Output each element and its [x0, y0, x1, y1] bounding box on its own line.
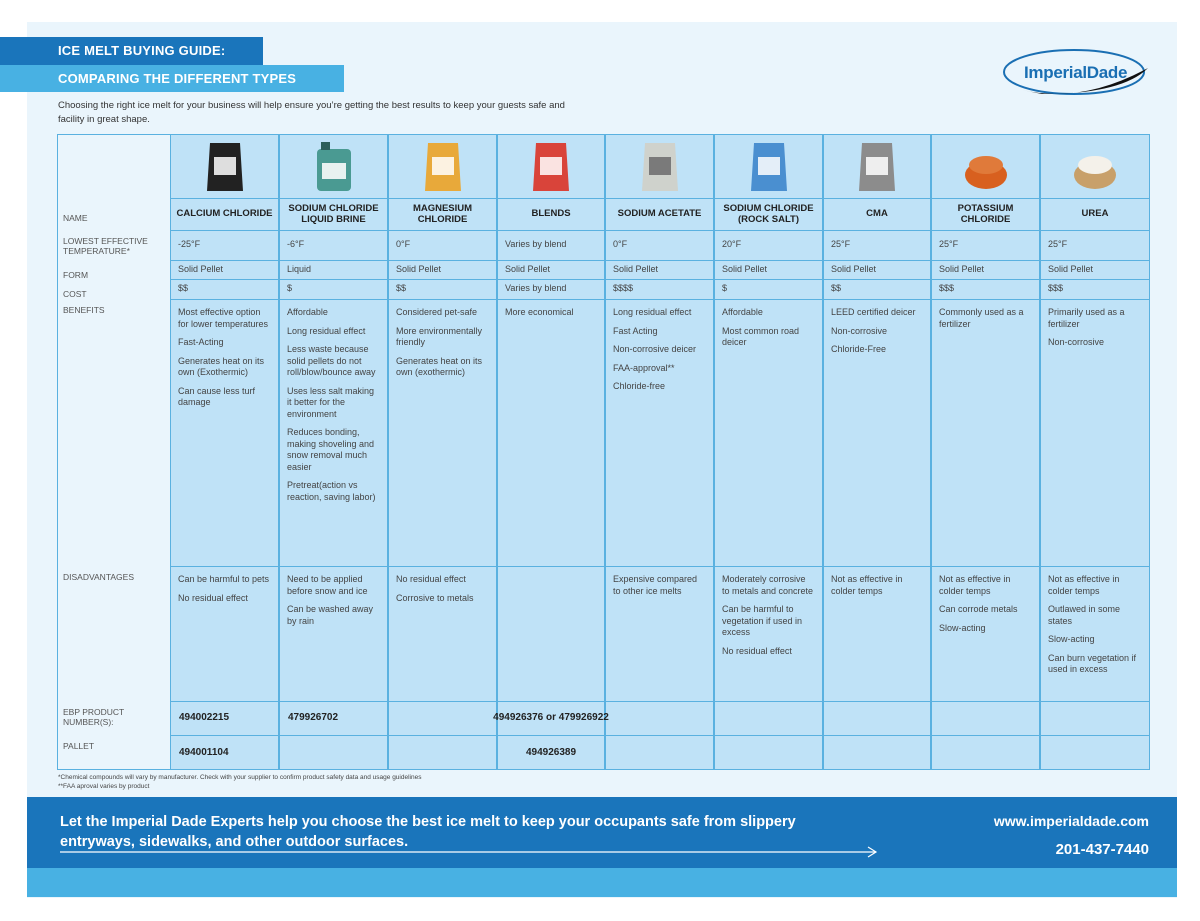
- bottom-stripe: [27, 868, 1177, 897]
- form-value: Solid Pellet: [505, 263, 551, 274]
- temperature-value: 0°F: [613, 239, 628, 250]
- product-package-icon: [311, 139, 357, 193]
- column-divider: [714, 134, 715, 701]
- product-image: [279, 134, 388, 198]
- cost-value: $$$: [939, 283, 955, 294]
- disadvantage-item: Slow-acting: [1048, 634, 1095, 644]
- product-name: UREA: [1081, 208, 1109, 220]
- product-name: CALCIUM CHLORIDE: [176, 208, 273, 220]
- form-value: Solid Pellet: [831, 263, 877, 274]
- disadvantage-item: Not as effective in colder temps: [831, 574, 903, 596]
- benefit-item: Considered pet-safe: [396, 307, 478, 317]
- row-label-cost: COST: [63, 289, 87, 299]
- footnote-2: **FAA aproval varies by product: [58, 783, 150, 790]
- ebp-number-brine: 479926702: [288, 712, 339, 724]
- disadvantages-list: [1040, 566, 1150, 691]
- form-value: Solid Pellet: [613, 263, 659, 274]
- disadvantage-item: Not as effective in colder temps: [1048, 574, 1120, 596]
- column-divider: [279, 134, 280, 701]
- row-label-benefits: BENEFITS: [63, 305, 105, 315]
- benefit-item: FAA-approval**: [613, 362, 675, 373]
- column-divider: [1040, 701, 1041, 735]
- benefit-item: Fast-Acting: [178, 337, 224, 347]
- benefits-list: [388, 299, 497, 394]
- product-image: [388, 134, 497, 198]
- product-name: CMA: [866, 208, 888, 220]
- product-image: [170, 134, 279, 198]
- temperature-value: 0°F: [396, 239, 411, 250]
- column-divider: [823, 735, 824, 770]
- benefit-item: Chloride-Free: [831, 344, 887, 354]
- disadvantage-item: Not as effective in colder temps: [939, 574, 1011, 596]
- benefit-item: Affordable: [287, 307, 328, 317]
- website-link[interactable]: www.imperialdade.com: [993, 813, 1149, 829]
- benefit-item: Uses less salt making it better for the environment: [287, 385, 375, 419]
- row-label-name: NAME: [63, 213, 88, 223]
- benefits-list: [931, 299, 1040, 345]
- benefit-item: Most common road deicer: [722, 325, 800, 347]
- benefit-item: Non-corrosive: [831, 325, 888, 336]
- cost-value: $: [287, 283, 293, 294]
- cost-value: $$: [831, 283, 842, 294]
- temperature-value: 20°F: [722, 239, 742, 250]
- row-label-disadvantages: DISADVANTAGES: [63, 572, 135, 582]
- cost-value: Varies by blend: [505, 283, 567, 294]
- disadvantage-item: No residual effect: [722, 645, 792, 656]
- column-divider: [170, 134, 171, 701]
- column-divider: [497, 134, 498, 701]
- form-value: Solid Pellet: [178, 263, 224, 274]
- logo-text: ImperialDade: [1024, 63, 1128, 82]
- benefit-item: Less waste because solid pellets do not roll/blow/bounce away: [287, 344, 376, 377]
- column-divider: [1040, 134, 1041, 701]
- product-package-icon: [963, 139, 1009, 193]
- disadvantages-list: [279, 566, 388, 642]
- disadvantages-list: [931, 566, 1040, 649]
- row-label-ebp: EBP PRODUCT NUMBER(S):: [63, 707, 125, 727]
- product-package-icon: [854, 139, 900, 193]
- benefit-item: Primarily used as a fertilizer: [1048, 307, 1125, 329]
- disadvantage-item: Can burn vegetation if used in excess: [1048, 652, 1137, 674]
- disadvantage-item: Need to be applied before snow and ice: [287, 574, 368, 596]
- pallet-number-calcium: 494001104: [179, 746, 229, 758]
- cost-value: $: [722, 283, 728, 294]
- imperialdade-logo: [1002, 46, 1152, 98]
- banner-message: Let the Imperial Dade Experts help you choose the best ice melt to keep your occupants safe from slippery entryways, sidewalks, and other outdoor surfaces.: [60, 814, 796, 850]
- column-divider: [388, 134, 389, 701]
- benefits-list: [714, 299, 823, 364]
- footnote-1: *Chemical compounds will vary by manufacturer. Check with your supplier to confirm product safety data and usage guidelines: [58, 774, 422, 781]
- benefit-item: Long residual effect: [613, 307, 692, 317]
- product-name: SODIUM CHLORIDE (ROCK SALT): [723, 202, 814, 225]
- product-package-icon: [746, 139, 792, 193]
- disadvantage-item: Can corrode metals: [939, 604, 1018, 614]
- product-package-icon: [637, 139, 683, 193]
- benefits-list: [1040, 299, 1150, 364]
- disadvantage-item: Can be harmful to pets: [178, 574, 270, 584]
- benefit-item: Fast Acting: [613, 325, 658, 336]
- disadvantage-item: Corrosive to metals: [396, 592, 474, 603]
- disadvantage-item: Expensive compared to other ice melts: [613, 574, 698, 596]
- disadvantage-item: Slow-acting: [939, 622, 986, 633]
- row-label-form: FORM: [63, 270, 89, 280]
- cost-value: $$$$: [613, 283, 634, 294]
- form-value: Solid Pellet: [722, 263, 768, 274]
- column-divider: [931, 701, 932, 735]
- disadvantages-list: [388, 566, 497, 619]
- product-name: SODIUM CHLORIDE LIQUID BRINE: [288, 202, 379, 225]
- benefit-item: More economical: [505, 307, 574, 317]
- benefit-item: LEED certified deicer: [831, 307, 916, 317]
- product-name: POTASSIUM CHLORIDE: [957, 202, 1014, 225]
- column-divider: [714, 701, 715, 735]
- benefit-item: Commonly used as a fertilizer: [939, 307, 1024, 329]
- column-divider: [605, 134, 606, 701]
- disadvantages-list: [714, 566, 823, 672]
- column-divider: [279, 735, 280, 770]
- disadvantage-item: Can be washed away by rain: [287, 604, 374, 626]
- product-package-icon: [528, 139, 574, 193]
- comparison-table: [57, 134, 1150, 770]
- product-package-icon: [420, 139, 466, 193]
- benefit-item: Reduces bonding, making shoveling and snow removal much easier: [287, 427, 375, 472]
- benefits-list: [279, 299, 388, 518]
- product-image: [605, 134, 714, 198]
- disadvantages-list: [497, 566, 605, 582]
- column-divider: [714, 735, 715, 770]
- product-image: [1040, 134, 1150, 198]
- benefits-list: [497, 299, 605, 334]
- product-image: [497, 134, 605, 198]
- product-image: [823, 134, 931, 198]
- disadvantage-item: No residual effect: [178, 592, 248, 603]
- column-divider: [931, 735, 932, 770]
- arrow-right-icon: [60, 846, 880, 858]
- pallet-number-shared: 494926389: [525, 746, 577, 758]
- phone-number[interactable]: 201-437-7440: [1055, 841, 1149, 858]
- benefit-item: Generates heat on its own (Exothermic): [178, 355, 265, 377]
- disadvantage-item: Moderately corrosive to metals and concrete: [722, 574, 814, 596]
- form-value: Solid Pellet: [939, 263, 985, 274]
- ebp-number-shared: 494926376 or 479926922: [493, 712, 609, 724]
- temperature-value: -25°F: [178, 239, 201, 250]
- row-label-pallet: PALLET: [63, 741, 95, 751]
- form-value: Liquid: [287, 263, 312, 274]
- cost-value: $$: [396, 283, 407, 294]
- disadvantage-item: Can be harmful to vegetation if used in excess: [722, 604, 803, 637]
- contact-banner: [27, 797, 1177, 868]
- benefit-item: Most effective option for lower temperatures: [178, 307, 269, 329]
- benefit-item: Pretreat(action vs reaction, saving labor): [287, 480, 376, 502]
- temperature-value: Varies by blend: [505, 239, 567, 250]
- benefits-list: [170, 299, 279, 424]
- benefit-item: More environmentally friendly: [396, 325, 483, 347]
- intro-text: Choosing the right ice melt for your business will help ensure you’re getting the best results to keep your guests safe and facility in great shape.: [58, 100, 565, 125]
- title-line-2: COMPARING THE DIFFERENT TYPES: [0, 65, 344, 92]
- benefits-list: [605, 299, 714, 408]
- benefits-list: [823, 299, 931, 371]
- benefit-item: Long residual effect: [287, 325, 366, 336]
- row-label-lowest-temp: LOWEST EFFECTIVE TEMPERATURE*: [63, 236, 148, 256]
- product-image: [931, 134, 1040, 198]
- disadvantages-list: [605, 566, 714, 612]
- disadvantages-list: [170, 566, 279, 619]
- disadvantages-list: [823, 566, 931, 612]
- column-divider: [1040, 735, 1041, 770]
- column-divider: [823, 701, 824, 735]
- benefit-item: Generates heat on its own (exothermic): [396, 355, 483, 377]
- product-image: [714, 134, 823, 198]
- column-divider: [823, 134, 824, 701]
- temperature-value: -6°F: [287, 239, 305, 250]
- benefit-item: Can cause less turf damage: [178, 385, 256, 407]
- temperature-value: 25°F: [831, 239, 851, 250]
- product-package-icon: [202, 139, 248, 193]
- disadvantage-item: No residual effect: [396, 574, 466, 584]
- footnotes: [58, 773, 421, 791]
- form-value: Solid Pellet: [1048, 263, 1094, 274]
- temperature-value: 25°F: [1048, 239, 1068, 250]
- title-line-1: ICE MELT BUYING GUIDE:: [0, 37, 263, 65]
- disadvantage-item: Outlawed in some states: [1048, 604, 1121, 626]
- product-name: SODIUM ACETATE: [617, 208, 702, 220]
- temperature-value: 25°F: [939, 239, 959, 250]
- ebp-number-calcium: 494002215: [179, 712, 230, 724]
- cost-value: $$: [178, 283, 189, 294]
- benefit-item: Chloride-free: [613, 381, 666, 391]
- product-name: BLENDS: [531, 208, 571, 220]
- benefit-item: Affordable: [722, 307, 763, 317]
- benefit-item: Non-corrosive deicer: [613, 344, 697, 354]
- column-divider: [931, 134, 932, 701]
- cost-value: $$$: [1048, 283, 1064, 294]
- product-name: MAGNESIUM CHLORIDE: [412, 202, 473, 225]
- benefit-item: Non-corrosive: [1048, 337, 1105, 347]
- product-package-icon: [1072, 139, 1118, 193]
- form-value: Solid Pellet: [396, 263, 442, 274]
